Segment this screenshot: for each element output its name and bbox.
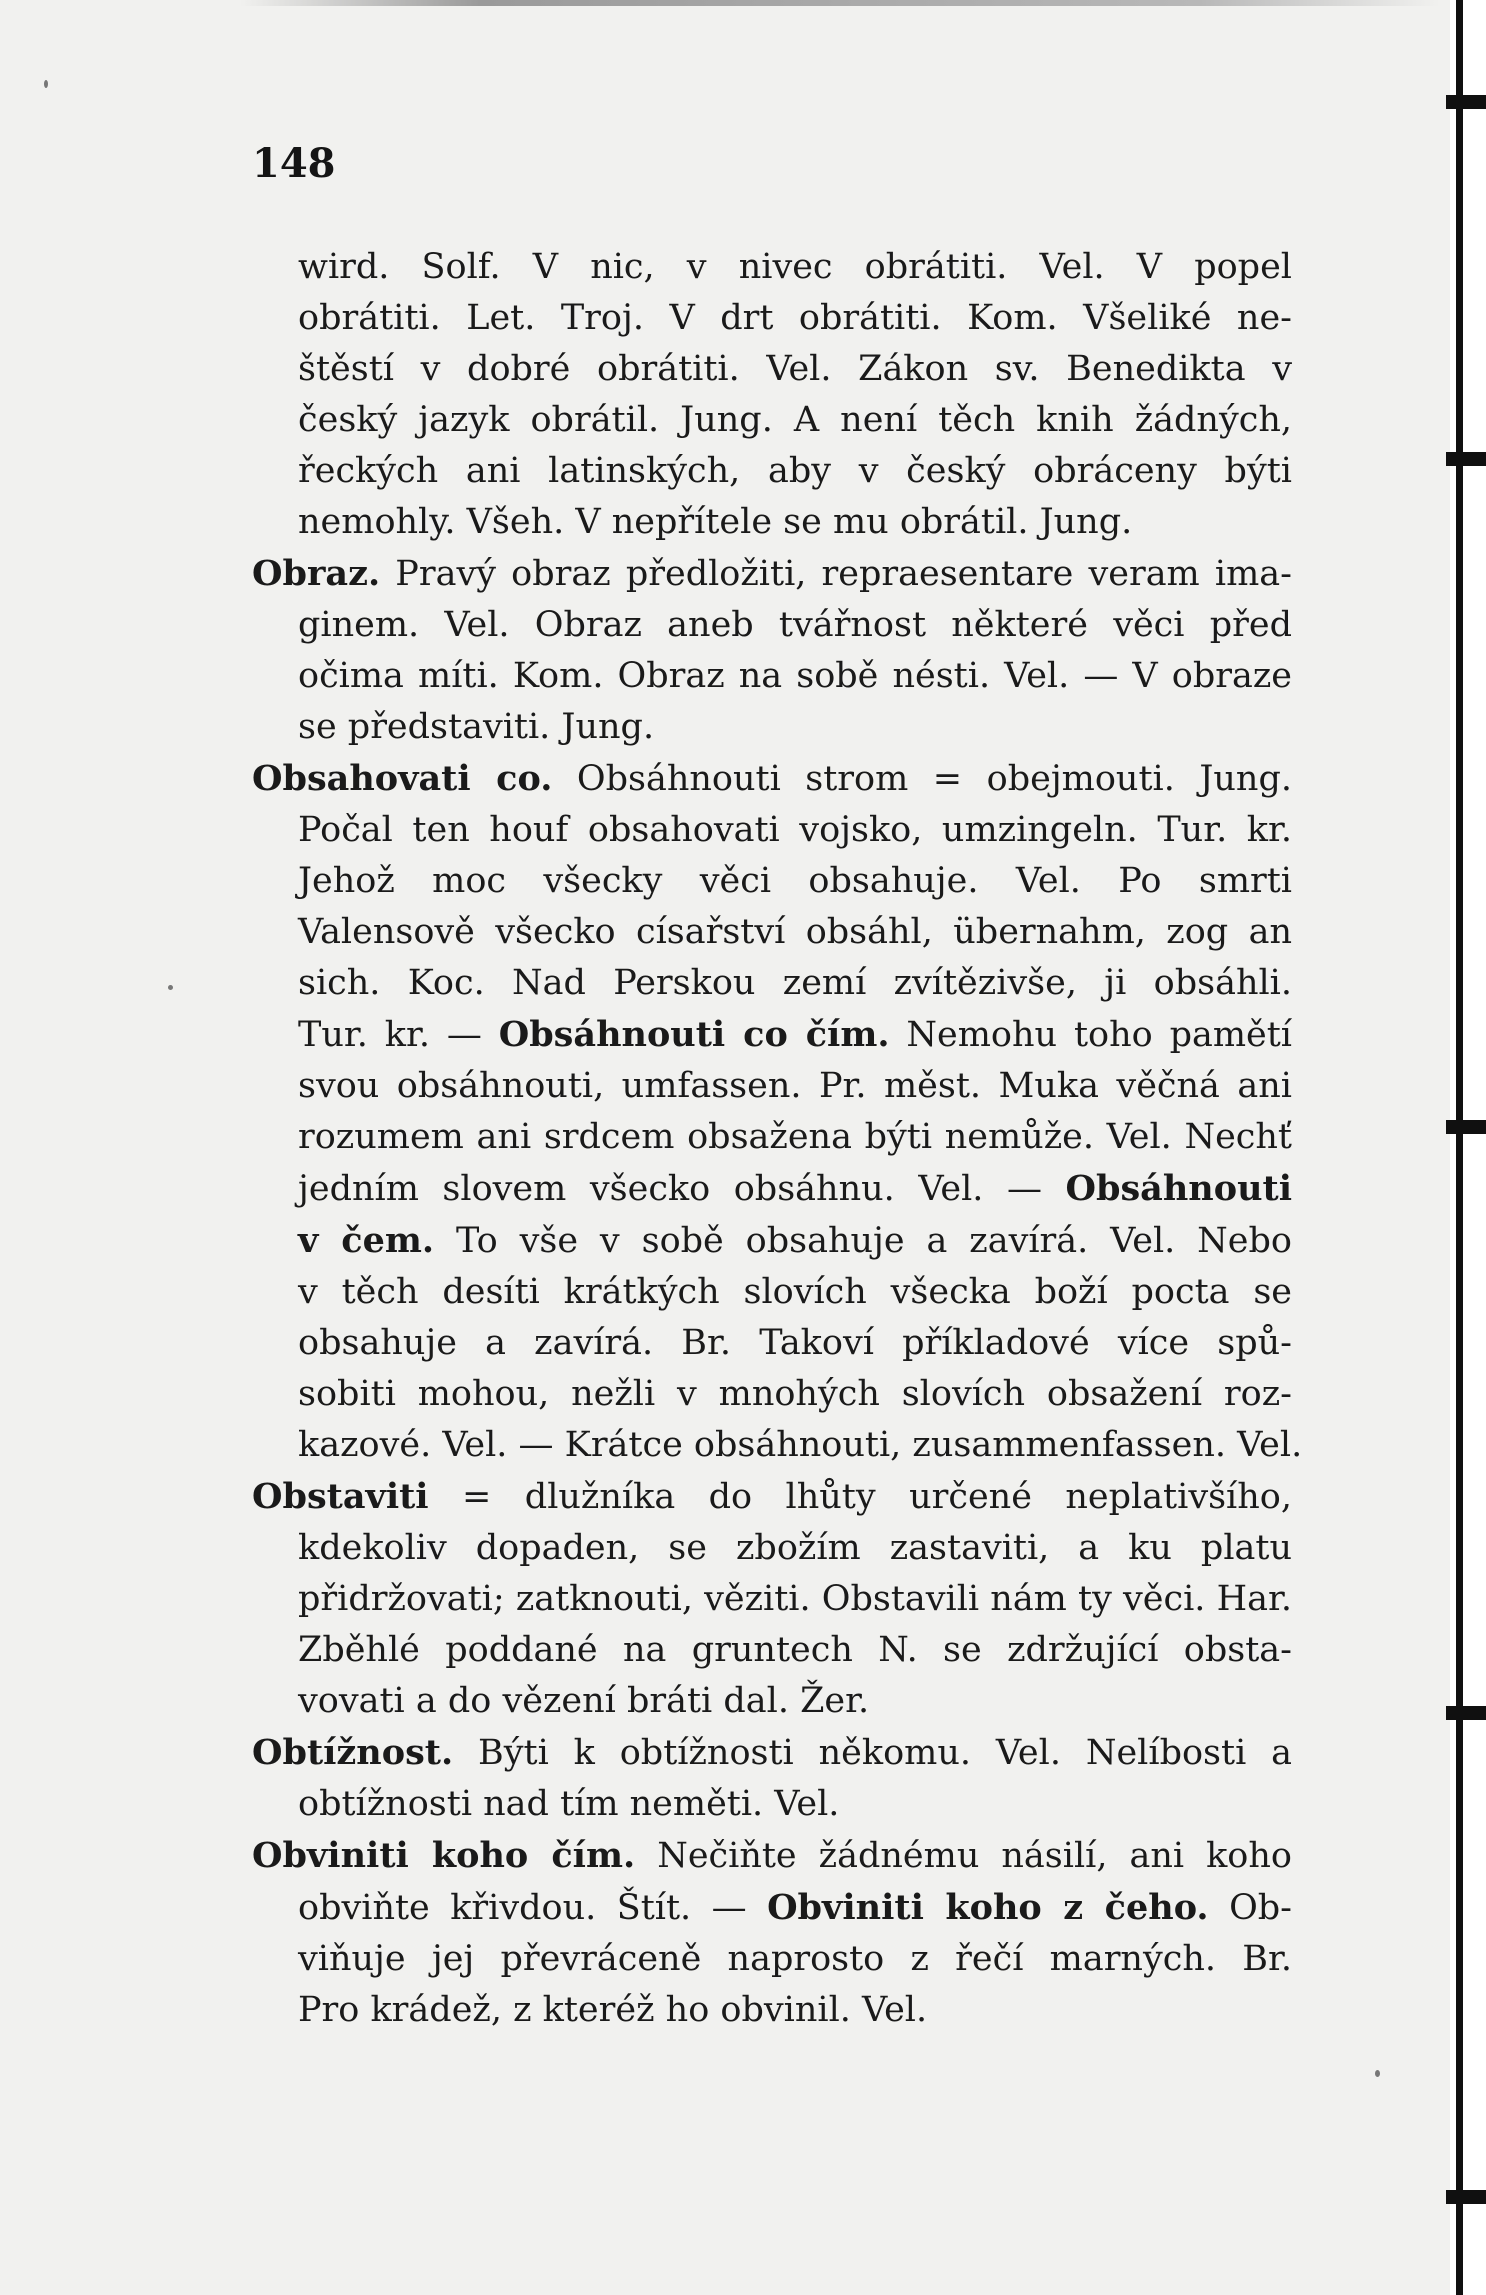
text-run: Valensově všecko císařství obsáhl, übernahm, zog an <box>298 912 1292 952</box>
text-line <box>252 1215 1292 1267</box>
text-run: viňuje jej převráceně naprosto z řečí marných. Br. <box>298 1939 1292 1979</box>
print-speck <box>44 80 48 88</box>
text-run: vovati a do vězení bráti dal. Žer. <box>298 1681 870 1721</box>
text-run: štěstí v dobré obrátiti. Vel. Zákon sv. Benedikta v <box>298 349 1292 389</box>
text-run: To vše v sobě obsahuje a zavírá. Vel. Nebo <box>434 1221 1292 1261</box>
text-run: Tur. kr. — <box>298 1015 499 1055</box>
text-line <box>252 1420 1303 1471</box>
top-edge-shadow <box>240 0 1440 6</box>
text-run: Nemohu toho pamětí <box>889 1015 1293 1055</box>
text-run: kazové. Vel. — Krátce obsáhnouti, zusammenfassen. Vel. <box>298 1425 1303 1465</box>
text-line <box>252 242 1292 293</box>
print-speck <box>1375 2070 1380 2077</box>
text-line <box>252 1882 1292 1934</box>
edge-tick <box>1446 1706 1486 1720</box>
text-line <box>252 600 1292 651</box>
text-run: obviňte křivdou. Štít. — <box>298 1888 768 1928</box>
text-line <box>252 1830 1292 1882</box>
text-line <box>252 395 1292 446</box>
text-line <box>252 1163 1292 1215</box>
text-line <box>252 1523 1292 1574</box>
text-run: svou obsáhnouti, umfassen. Pr. měst. Muka věčná ani <box>298 1066 1292 1106</box>
text-run: jedním slovem všecko obsáhnu. Vel. — <box>298 1169 1066 1209</box>
text-run: očima míti. Kom. Obraz na sobě nésti. Vel. — V obraze <box>298 656 1292 696</box>
headword: Obraz. <box>252 553 381 594</box>
text-run: obsahuje a zavírá. Br. Takoví příkladové více spů- <box>298 1323 1292 1363</box>
page-edge-line <box>1456 0 1463 2295</box>
headword: v čem. <box>298 1220 435 1261</box>
text-line <box>252 702 1292 753</box>
text-line <box>252 1009 1292 1061</box>
text-line <box>252 856 1292 907</box>
text-run: český jazyk obrátil. Jung. A není těch knih žádných, <box>298 400 1292 440</box>
headword: Obviniti koho čím. <box>252 1835 636 1876</box>
headword: Obstaviti <box>252 1476 429 1517</box>
text-line <box>252 1625 1292 1676</box>
text-run: Ob- <box>1208 1888 1292 1928</box>
text-run: Počal ten houf obsahovati vojsko, umzingeln. Tur. kr. <box>298 810 1292 850</box>
text-run: Jehož moc všecky věci obsahuje. Vel. Po smrti <box>298 861 1292 901</box>
text-run: Zběhlé poddané na gruntech N. se zdržující obsta- <box>298 1630 1292 1670</box>
text-run: řeckých ani latinských, aby v český obráceny býti <box>298 451 1292 491</box>
text-line <box>252 1985 1292 2036</box>
text-line <box>252 1934 1292 1985</box>
text-line <box>252 293 1292 344</box>
text-line <box>252 1112 1292 1163</box>
text-line <box>252 446 1292 497</box>
text-run: Nečiňte žádnému násilí, ani koho <box>635 1836 1292 1876</box>
print-speck <box>168 985 173 990</box>
text-line <box>252 1574 1292 1625</box>
text-line <box>252 1779 1292 1830</box>
edge-tick <box>1446 2190 1486 2204</box>
text-run: sobiti mohou, nežli v mnohých slovích obsažení roz- <box>298 1374 1292 1414</box>
text-line <box>252 1676 1292 1727</box>
text-line <box>252 805 1292 856</box>
text-line <box>252 1369 1292 1420</box>
text-line <box>252 1267 1292 1318</box>
text-run: sich. Koc. Nad Perskou zemí zvítězivše, ji obsáhli. <box>298 963 1292 1003</box>
headword: Obtížnost. <box>252 1732 454 1773</box>
edge-tick <box>1446 1120 1486 1134</box>
text-run: = dlužníka do lhůty určené neplativšího, <box>428 1477 1292 1517</box>
text-run: přidržovati; zatknouti, věziti. Obstavili nám ty věci. Har. <box>298 1579 1292 1619</box>
text-run: Obsáhnouti strom = obejmouti. Jung. <box>552 759 1292 799</box>
headword: Obsáhnouti co čím. <box>498 1014 890 1055</box>
text-run: ginem. Vel. Obraz aneb tvářnost některé věci před <box>298 605 1292 645</box>
text-run: rozumem ani srdcem obsažena býti nemůže. Vel. Nechť <box>298 1117 1292 1157</box>
text-run: v těch desíti krátkých slovích všecka boží pocta se <box>298 1272 1292 1312</box>
page-number: 148 <box>252 140 336 187</box>
edge-tick <box>1446 95 1486 109</box>
text-run: se představiti. Jung. <box>298 707 655 747</box>
text-line <box>252 497 1292 548</box>
text-line <box>252 1318 1292 1369</box>
headword: Obsáhnouti <box>1065 1168 1292 1209</box>
text-line <box>252 548 1292 600</box>
edge-tick <box>1446 452 1486 466</box>
headword: Obviniti koho z čeho. <box>767 1887 1209 1928</box>
text-line <box>252 753 1292 805</box>
text-run: Pro krádež, z kteréž ho obvinil. Vel. <box>298 1990 928 2030</box>
text-run: Býti k obtížnosti někomu. Vel. Nelíbosti a <box>453 1733 1292 1773</box>
text-run: wird. Solf. V nic, v nivec obrátiti. Vel. V popel <box>298 247 1292 287</box>
text-run: obtížnosti nad tím neměti. Vel. <box>298 1784 840 1824</box>
text-line <box>252 958 1292 1009</box>
text-line <box>252 344 1292 395</box>
text-run: kdekoliv dopaden, se zbožím zastaviti, a ku platu <box>298 1528 1292 1568</box>
text-line <box>252 1061 1292 1112</box>
text-line <box>252 1727 1292 1779</box>
text-line <box>252 1471 1292 1523</box>
headword: Obsahovati co. <box>252 758 553 799</box>
text-run: obrátiti. Let. Troj. V drt obrátiti. Kom. Všeliké ne- <box>298 298 1292 338</box>
text-run: Pravý obraz předložiti, repraesentare veram ima- <box>380 554 1292 594</box>
text-line <box>252 907 1292 958</box>
dictionary-text <box>252 242 1303 2036</box>
text-run: nemohly. Všeh. V nepřítele se mu obrátil. Jung. <box>298 502 1133 542</box>
text-line <box>252 651 1292 702</box>
